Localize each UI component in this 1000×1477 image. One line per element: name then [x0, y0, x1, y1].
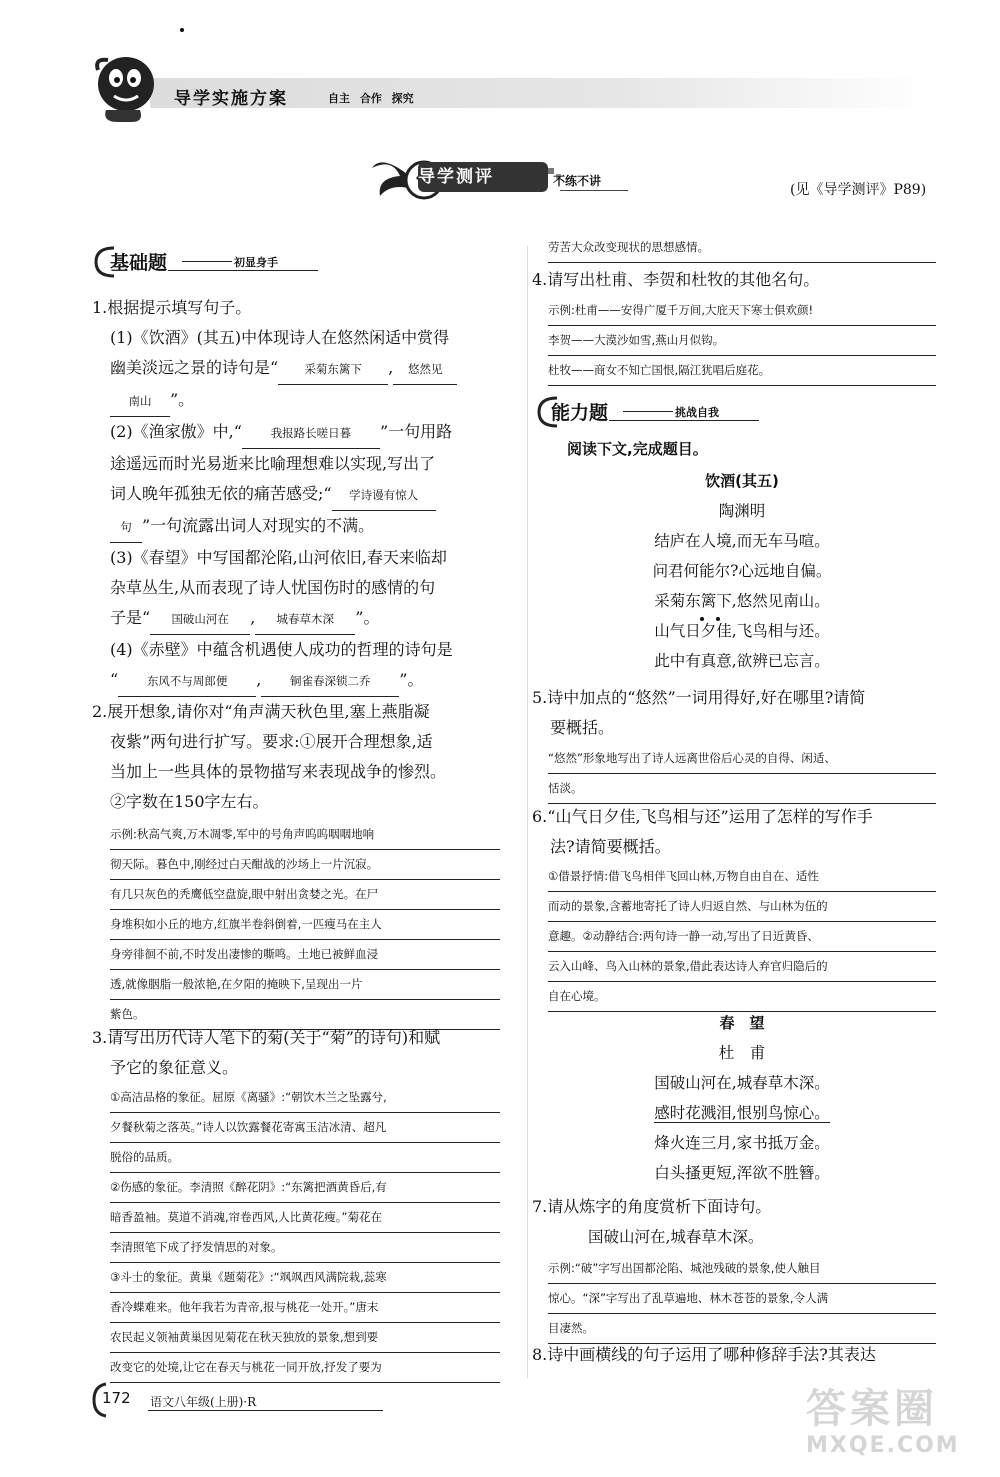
q1-p3-c: 子是“ 国破山河在 , 城春草木深 ”。: [92, 603, 512, 635]
poem2-underlined-text: 感时花溅泪,恨别鸟惊心。: [654, 1104, 830, 1122]
poem1-line: 采菊东篱下,悠然见南山。: [654, 592, 830, 610]
watermark-logo: [806, 1385, 986, 1470]
q3-answer-line: 暗香盈袖。莫道不消魂,帘卷西风,人比黄花瘦。”菊花在: [110, 1203, 500, 1233]
q1-p1-ans1: 采菊东篱下: [278, 354, 388, 385]
footer-text: 语文八年级(上册)·R: [150, 1395, 257, 1409]
q3-answer-line: 夕餐秋菊之落英。”诗人以饮露餐花寄寓玉洁冰清、超凡: [110, 1113, 500, 1143]
q3-answer-line: 李清照笔下成了抒发情思的对象。: [110, 1233, 500, 1263]
q2-answer-line: 彻天际。暮色中,刚经过白天酣战的沙场上一片沉寂。: [110, 850, 500, 880]
q1-p2-c-text: 词人晚年孤独无依的痛苦感受;“: [110, 484, 332, 503]
poem2-line: 白头搔更短,浑欲不胜簪。: [654, 1164, 830, 1182]
q3-line: 予它的象征意义。: [110, 1058, 239, 1077]
poem1-author: 陶渊明: [718, 502, 766, 520]
q3-line: 3.请写出历代诗人笔下的菊(关于“菊”的诗句)和赋: [92, 1028, 441, 1047]
header-title: 导学实施方案: [174, 89, 288, 109]
q1-p2-ans2a: 学诗谩有惊人: [332, 480, 436, 511]
q7-answer: [548, 1254, 936, 1344]
q1-p1-c: [92, 385, 512, 417]
q1-p3-ans2: 城春草木深: [255, 604, 355, 635]
q1-p2-d: [92, 511, 512, 543]
reading-intro: 阅读下文,完成题目。: [567, 440, 708, 458]
poem2: [548, 1008, 936, 1188]
poem2-title: 春 望: [719, 1014, 765, 1032]
q5-line: 5.诗中加点的“悠然”一词用得好,好在哪里?请简: [532, 688, 866, 707]
q4-answer-line: 示例:杜甫——安得广厦千万间,大庇天下寒士俱欢颜!: [548, 296, 936, 326]
q5-answer-line: 恬淡。: [548, 774, 936, 804]
poem1-line: 结庐在人境,而无车马喧。: [654, 532, 830, 550]
column-divider: [527, 246, 528, 1378]
poem1-line: 问君何能尔?心远地自偏。: [652, 562, 832, 580]
mascot-icon: [92, 48, 162, 126]
q4-stem: 4.请写出杜甫、李贺和杜牧的其他名句。: [532, 270, 820, 289]
q6-line: 6.“山气日夕佳,飞鸟相与还”运用了怎样的写作手: [532, 807, 873, 826]
q6-answer-line: ①借景抒情:借飞鸟相伴飞回山林,万物自由自在、适性: [548, 862, 936, 892]
q1-p1-ans2a: 悠然见: [393, 354, 457, 385]
poem2-line-underlined: [548, 1098, 936, 1128]
q1-p1-a: (1)《饮酒》(其五)中体现诗人在悠然闲适中赏得: [110, 328, 450, 347]
q4-answer-line: 李贺——大漠沙如雪,燕山月似钩。: [548, 326, 936, 356]
q1-p2-a-text: (2)《渔家傲》中,“: [110, 422, 242, 441]
q5-answer: [548, 744, 936, 804]
poem2-author: 杜 甫: [718, 1044, 766, 1062]
q7-answer-line: 目凄然。: [548, 1314, 936, 1344]
q7-stem: 7.请从炼字的角度赏析下面诗句。: [532, 1197, 772, 1216]
q3-answer-line: 农民起义领袖黄巢因见菊花在秋天独放的景象,想到要: [110, 1323, 500, 1353]
q8-stem: 8.诗中画横线的句子运用了哪种修辞手法?其表达: [532, 1345, 876, 1364]
section-ability-title: 能力题: [551, 402, 609, 424]
q1-p2-d-text: ”一句流露出词人对现实的不满。: [142, 516, 375, 535]
q1-p1-b-text: 幽美淡远之景的诗句是“: [110, 358, 279, 377]
q1-p2-ans2b: 句: [110, 512, 142, 543]
q3-answer-line: 脱俗的品质。: [110, 1143, 500, 1173]
q7-answer-line: 惊心。“深”字写出了乱草遍地、林木苍苍的景象,令人满: [548, 1284, 936, 1314]
q1-p1-end: ”。: [170, 390, 195, 409]
section-underline: [609, 420, 759, 421]
q6-answer-line: 而动的景象,含蓄地寄托了诗人归返自然、与山林为伍的: [548, 892, 936, 922]
q1-p2-b: 途遥远而时光易逝来比喻理想难以实现,写出了: [110, 454, 436, 473]
poem2-line: 国破山河在,城春草木深。: [654, 1074, 830, 1092]
q1-p3-c-text: 子是“: [110, 608, 151, 627]
q1-p2-ans1: 我报路长嗟日暮: [242, 418, 380, 449]
q3-answer: [110, 1083, 500, 1383]
q6-answer-line: 云入山峰、鸟入山林的景象,借此表达诗人弃官归隐后的: [548, 952, 936, 982]
q6-answer-line: 意趣。②动静结合:两句诗一静一动,写出了日近黄昏、: [548, 922, 936, 952]
q3-answer-line: ①高洁品格的象征。屈原《离骚》:“朝饮木兰之坠露兮,: [110, 1083, 500, 1113]
q3-answer-line: 改变它的处境,让它在春天与桃花一同开放,抒发了要为: [110, 1353, 500, 1383]
page-number: 172: [102, 1389, 131, 1407]
q4-answer: [548, 296, 936, 386]
q3-answer-line: 香冷蝶难来。他年我若为青帝,报与桃花一处开。”唐末: [110, 1293, 500, 1323]
q2-line: 当加上一些具体的景物描写来表现战争的惨烈。: [110, 762, 447, 781]
section-underline: [168, 270, 318, 271]
q4-answer-line: 杜牧——商女不知亡国恨,隔江犹唱后庭花。: [548, 356, 936, 386]
q1-p4-a: (4)《赤壁》中蕴含机遇使人成功的哲理的诗句是: [110, 640, 453, 659]
section-ability-head: [535, 394, 935, 430]
section-basic-title: 基础题: [110, 252, 168, 274]
q2-line: 夜紫”两句进行扩写。要求:①展开合理想象,适: [110, 732, 433, 751]
poem1-line: 此中有真意,欲辨已忘言。: [654, 652, 830, 670]
q7-answer-line: 示例:“破”字写出国都沦陷、城池残破的景象,使人触目: [548, 1254, 936, 1284]
q2-answer-line: 身堆积如小丘的地方,红旗半卷斜倒着,一匹瘦马在主人: [110, 910, 500, 940]
q2: [92, 697, 512, 817]
q3-answer-line: ②伤感的象征。李清照《醉花阴》:“东篱把酒黄昏后,有: [110, 1173, 500, 1203]
q5-answer-line: “悠然”形象地写出了诗人远离世俗后心灵的自得、闲适、: [548, 744, 936, 774]
q1-p4-ans1: 东风不与周郎便: [118, 666, 256, 697]
watermark-text: 答案圈: [806, 1386, 938, 1432]
emphasis-dot: [716, 617, 720, 621]
q5: [532, 683, 942, 743]
q1-p4-ans2: 铜雀春深锁二乔: [261, 666, 399, 697]
q7-quote: 国破山河在,城春草木深。: [588, 1228, 764, 1246]
section-basic-subtitle: 初显身手: [234, 256, 278, 269]
q1-p2-a: [92, 417, 512, 449]
reference-note: (见《导学测评》P89): [790, 182, 927, 198]
q2-answer-line: 透,就像胭脂一般浓艳,在夕阳的掩映下,呈现出一片: [110, 970, 500, 1000]
q1-stem: 1.根据提示填写句子。: [92, 298, 252, 317]
emphasis-dot: [700, 617, 704, 621]
q3: [92, 1023, 512, 1083]
q1-p2-c: [92, 479, 512, 511]
q3-answer-line: ③斗士的象征。黄巢《题菊花》:“飒飒西风满院栽,蕊寒: [110, 1263, 500, 1293]
q2-answer-line: 有几只灰色的秃鹰低空盘旋,眼中射出贪婪之光。在尸: [110, 880, 500, 910]
q6-answer: [548, 862, 936, 1012]
section-ability-subtitle: 挑战自我: [675, 406, 719, 419]
q2-line: ②字数在150字左右。: [110, 792, 269, 811]
q1-p1-b: 幽美淡远之景的诗句是“ 采菊东篱下 , 悠然见: [92, 353, 512, 385]
q2-line: 2.展开想象,请你对“角声满天秋色里,塞上燕脂凝: [92, 702, 430, 721]
q1-p3-b: 杂草丛生,从而表现了诗人忧国伤时的感情的句: [110, 578, 436, 597]
watermark-url: MXQE.COM: [806, 1433, 960, 1458]
banner-label: 导学测评: [418, 167, 494, 187]
poem1-title: 饮酒(其五): [705, 472, 779, 490]
q2-answer-line: 身旁徘徊不前,不时发出凄惨的嘶鸣。土地已被鲜血浸: [110, 940, 500, 970]
q1-p4-end: ”。: [399, 670, 424, 689]
section-dash: [623, 411, 673, 412]
q1-p3-end: ”。: [355, 608, 380, 627]
footer-rule: [148, 1410, 383, 1411]
q1: [92, 293, 512, 697]
q1-p4-b: “ 东风不与周郎便 , 铜雀春深锁二乔 ”。: [92, 665, 512, 697]
q6: [532, 802, 942, 862]
dot-mark: [180, 28, 184, 32]
carry-over: [548, 233, 936, 263]
q2-answer: [110, 820, 500, 1030]
banner-rule: [560, 190, 628, 191]
q1-p2-a2: ”一句用路: [379, 422, 453, 441]
q1-p1-ans2b: 南山: [110, 386, 170, 417]
poem1: [548, 466, 936, 676]
q2-answer-line: 紫色。: [110, 1000, 500, 1030]
header-tags: 自主 合作 探究: [328, 92, 414, 105]
carry-over-line: 劳苦大众改变现状的思想感情。: [548, 233, 936, 263]
q2-answer-line: 示例:秋高气爽,万木凋零,军中的号角声呜呜咽咽地响: [110, 820, 500, 850]
q6-answer-line: 自在心境。: [548, 982, 936, 1012]
section-dash: [182, 261, 232, 262]
q1-p3-a: (3)《春望》中写国都沦陷,山河依旧,春天来临却: [110, 548, 447, 567]
q6-line: 法?请简要概括。: [550, 837, 671, 856]
section-basic-head: [92, 244, 512, 280]
q5-line: 要概括。: [550, 718, 615, 737]
poem1-line: 山气日夕佳,飞鸟相与还。: [654, 622, 830, 640]
q1-p3-ans1: 国破山河在: [150, 604, 250, 635]
poem2-line: 烽火连三月,家书抵万金。: [654, 1134, 830, 1152]
banner-tag: 不练不讲: [553, 174, 602, 188]
